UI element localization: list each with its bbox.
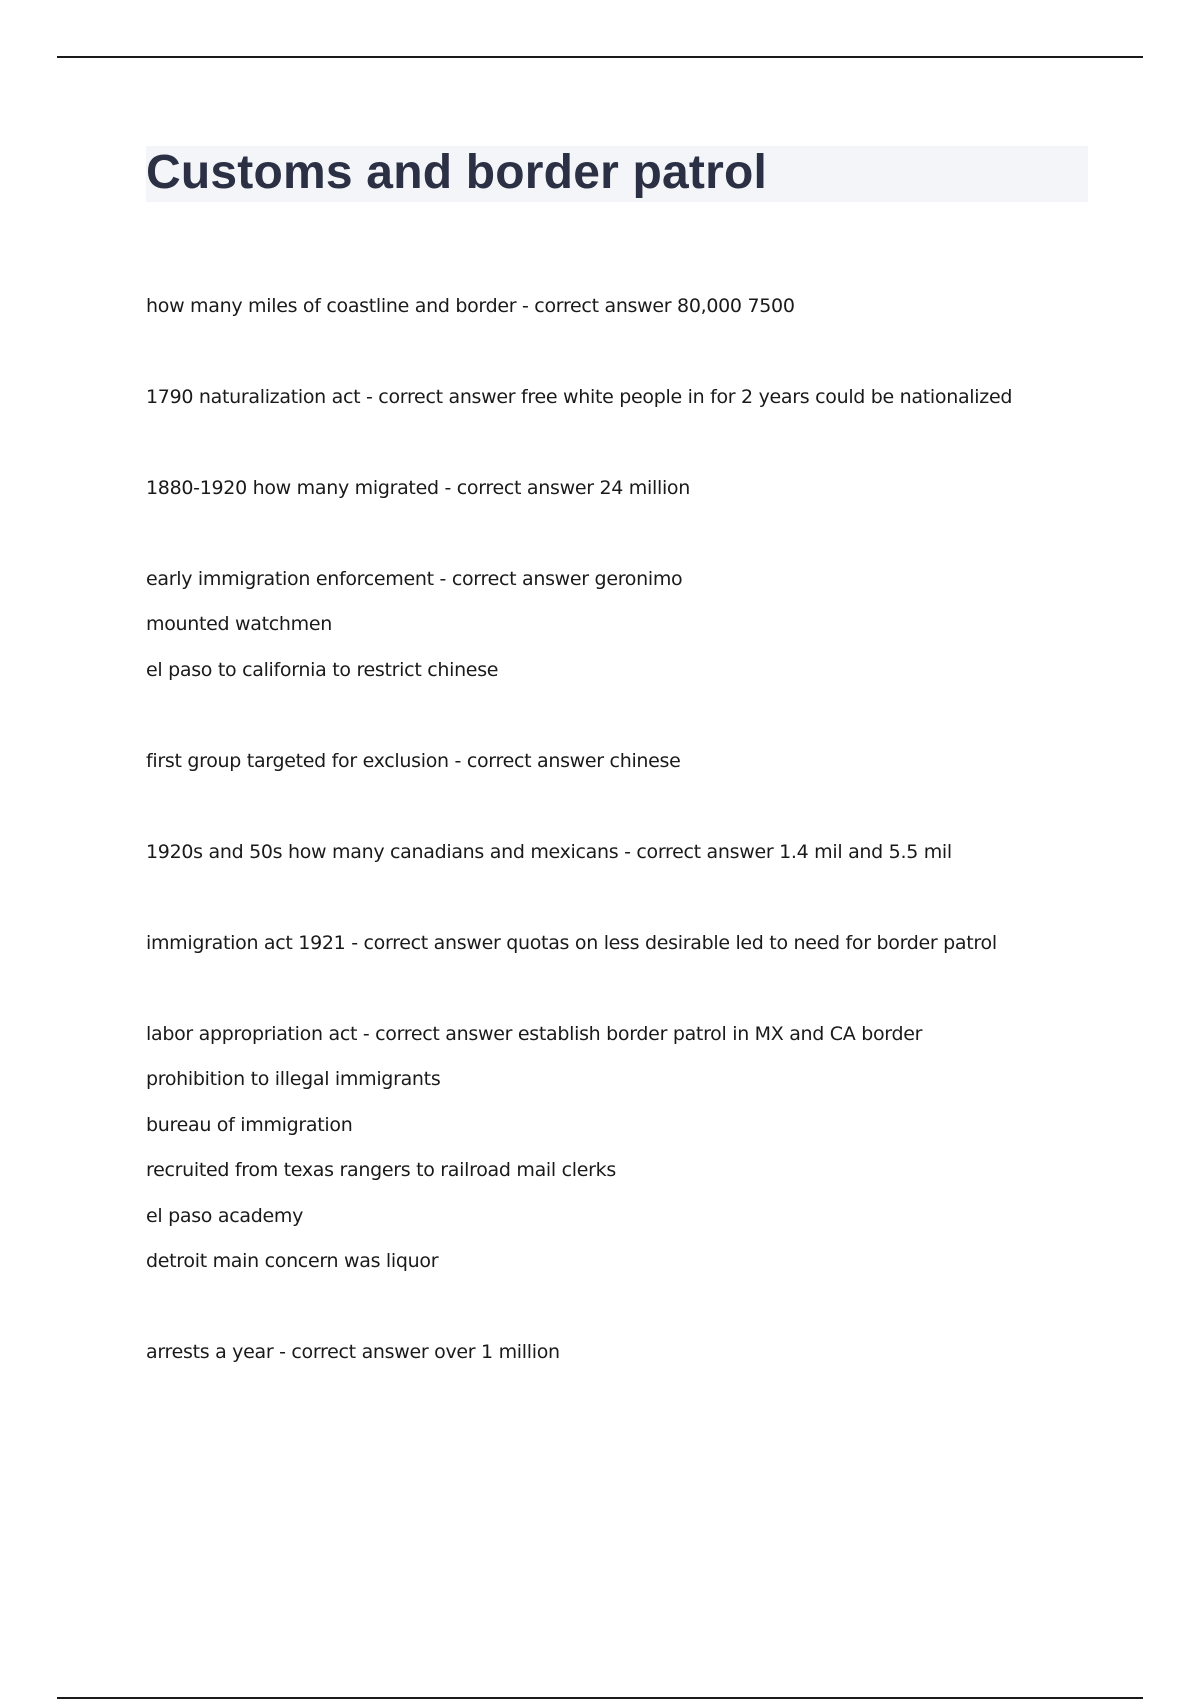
entry-continuation-line: bureau of immigration (146, 1114, 353, 1136)
entry-line: arrests a year - correct answer over 1 million (146, 1341, 560, 1363)
entry-line: labor appropriation act - correct answer establish border patrol in MX and CA border (146, 1023, 923, 1045)
entry-line: immigration act 1921 - correct answer quotas on less desirable led to need for border patrol (146, 932, 997, 954)
entry-line: early immigration enforcement - correct answer geronimo (146, 568, 683, 590)
page-title: Customs and border patrol (146, 146, 768, 199)
top-rule (57, 56, 1143, 58)
entry-continuation-line: mounted watchmen (146, 613, 333, 635)
entry-line: 1920s and 50s how many canadians and mexicans - correct answer 1.4 mil and 5.5 mil (146, 841, 952, 863)
entry-continuation-line: el paso academy (146, 1205, 304, 1227)
entry-line: 1790 naturalization act - correct answer free white people in for 2 years could be nationalized (146, 386, 1013, 408)
entry-continuation-line: el paso to california to restrict chinese (146, 659, 499, 681)
entry-line: first group targeted for exclusion - correct answer chinese (146, 750, 681, 772)
entry-line: how many miles of coastline and border - correct answer 80,000 7500 (146, 295, 795, 317)
entry-continuation-line: detroit main concern was liquor (146, 1250, 439, 1272)
entry-continuation-line: prohibition to illegal immigrants (146, 1068, 441, 1090)
entry-line: 1880-1920 how many migrated - correct answer 24 million (146, 477, 691, 499)
entry-continuation-line: recruited from texas rangers to railroad mail clerks (146, 1159, 616, 1181)
bottom-rule (57, 1697, 1143, 1699)
